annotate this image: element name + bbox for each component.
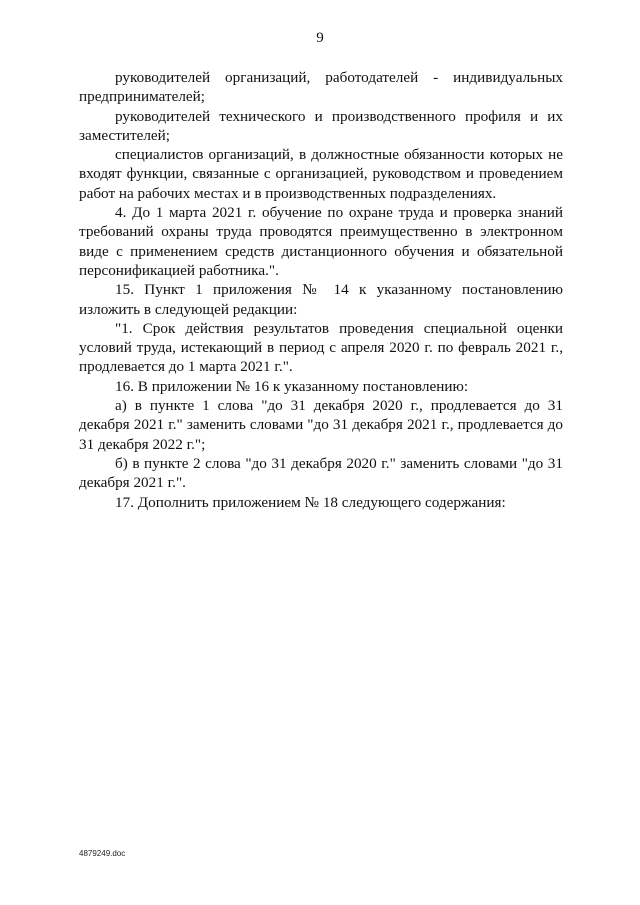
paragraph-item-15-text: "1. Срок действия результатов проведения специальной оценки условий труда, истекающий в период с апреля 2020 г. по февраль 2021 г., продлевается до 1 марта 2021 г.". [79,319,563,376]
paragraph-specialists: специалистов организаций, в должностные обязанности которых не входят функции, связанные с организацией, руководством и проведением работ на рабочих местах и в производственных подразделениях. [79,146,563,202]
document-file-reference: 4879249.doc [79,849,126,858]
paragraph-item-16-a: а) в пункте 1 слова "до 31 декабря 2020 г., продлевается до 31 декабря 2021 г." заменить словами "до 31 декабря 2021 г., продлевается до 31 декабря 2022 г."; [79,397,563,453]
paragraph-item-16: 16. В приложении № 16 к указанному постановлению: [115,377,469,395]
paragraph-item-17: 17. Дополнить приложением № 18 следующего содержания: [115,493,506,511]
paragraph-item-15: 15. Пункт 1 приложения № 14 к указанному постановлению изложить в следующей редакции: [79,281,563,318]
page-number: 9 [316,30,324,46]
document-body [79,68,563,512]
paragraph-item-4: 4. До 1 марта 2021 г. обучение по охране труда и проверка знаний требований охраны труда проводятся преимущественно в электронном виде с применением средств дистанционного обучения и обязательной персонификацией работника.". [79,204,563,279]
paragraph-managers: руководителей организаций, работодателей - индивидуальных предпринимателей; [79,69,563,106]
paragraph-technical-managers: руководителей технического и производственного профиля и их заместителей; [79,107,563,144]
paragraph-item-16-b: б) в пункте 2 слова "до 31 декабря 2020 г." заменить словами "до 31 декабря 2021 г.". [79,454,563,492]
